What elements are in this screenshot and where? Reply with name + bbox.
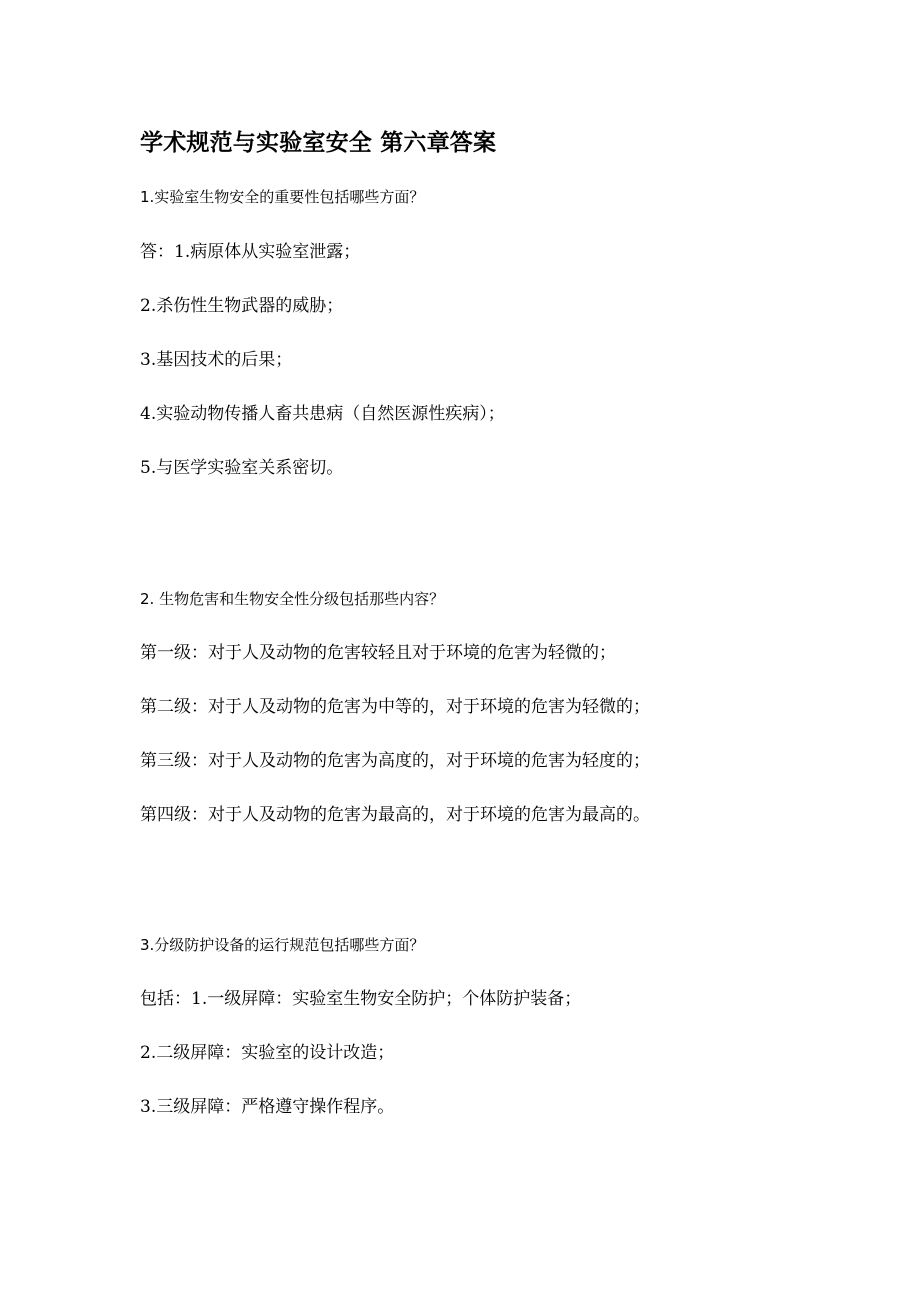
- answer-2-line-2: 第二级：对于人及动物的危害为中等的，对于环境的危害为轻微的；: [140, 697, 650, 717]
- answer-2-line-4: 第四级：对于人及动物的危害为最高的，对于环境的危害为最高的。: [140, 805, 650, 825]
- question-2: 2. 生物危害和生物安全性分级包括那些内容？: [140, 590, 445, 608]
- answer-1-line-2: 2.杀伤性生物武器的威胁；: [140, 296, 344, 316]
- answer-2-line-3: 第三级：对于人及动物的危害为高度的，对于环境的危害为轻度的；: [140, 751, 650, 771]
- answer-1-line-3: 3.基因技术的后果；: [140, 350, 293, 370]
- answer-1-line-1: 答：1.病原体从实验室泄露；: [140, 242, 361, 262]
- answer-3-line-2: 2.二级屏障：实验室的设计改造；: [140, 1043, 395, 1063]
- question-3: 3.分级防护设备的运行规范包括哪些方面？: [140, 936, 425, 954]
- page-title: 学术规范与实验室安全 第六章答案: [140, 130, 497, 156]
- answer-3-line-1: 包括：1.一级屏障：实验室生物安全防护；个体防护装备；: [140, 989, 582, 1009]
- answer-1-line-4: 4.实验动物传播人畜共患病（自然医源性疾病）；: [140, 404, 505, 424]
- answer-2-line-1: 第一级：对于人及动物的危害较轻且对于环境的危害为轻微的；: [140, 643, 616, 663]
- answer-3-line-3: 3.三级屏障：严格遵守操作程序。: [140, 1097, 395, 1117]
- answer-1-line-5: 5.与医学实验室关系密切。: [140, 458, 344, 478]
- question-1: 1.实验室生物安全的重要性包括哪些方面？: [140, 188, 425, 206]
